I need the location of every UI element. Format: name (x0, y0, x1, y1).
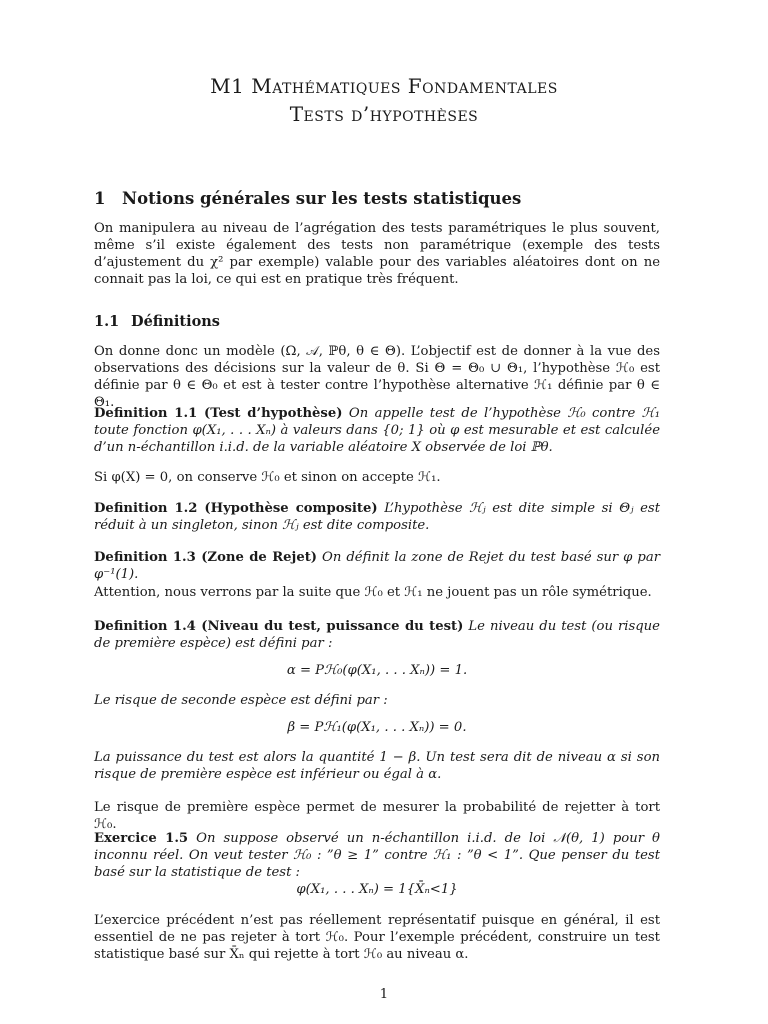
definition-1-1 (94, 405, 660, 456)
definition-label: Definition 1.2 (Hypothèse composite) (94, 501, 378, 516)
definition-1-4 (94, 618, 660, 652)
definition-text: L’hypothèse ℋⱼ est dite simple si Θⱼ est réduit à un singleton, sinon ℋⱼ est dite composite. (94, 501, 660, 533)
closing-paragraph: L’exercice précédent n’est pas réellement représentatif puisque en général, il est essentiel de ne pas rejeter à tort ℋ₀. Pour l’exemple précédent, construire un test statistique basé sur X̄ₙ qui rejette à tort ℋ₀ au niveau α. (94, 913, 660, 962)
document-title-line2: Tests d’hypothèses (289, 102, 479, 126)
power-text: La puissance du test est alors la quantité 1 − β. Un test sera dit de niveau α si son risque de première espèce est inférieur ou égal à α. (94, 750, 660, 782)
page-number: 1 (379, 987, 389, 1002)
section-title: Notions générales sur les tests statistiques (122, 189, 522, 208)
definition-text: Le niveau du test (ou risque de première espèce) est défini par : (94, 619, 660, 651)
definition-label: Definition 1.3 (Zone de Rejet) (94, 550, 318, 565)
attention-paragraph: Attention, nous verrons par la suite que ℋ₀ et ℋ₁ ne jouent pas un rôle symétrique. (94, 585, 652, 600)
definition-text: On définit la zone de Rejet du test basé sur φ par φ⁻¹(1). (94, 550, 660, 582)
section-number: 1 (94, 189, 106, 208)
intro-paragraph: On manipulera au niveau de l’agrégation des tests paramétriques le plus souvent, même s’il existe également des tests non paramétrique (exemple des tests d’ajustement du χ² par exemple) valable pour des variables aléatoires dont on ne connait pas la loi, ce qui est en pratique très fréquent. (94, 221, 660, 287)
model-paragraph: On donne donc un modèle (Ω, 𝒜, ℙθ, θ ∈ Θ). L’objectif est de donner à la vue des observations des décisions sur la valeur de θ. Si Θ = Θ₀ ∪ Θ₁, l’hypothèse ℋ₀ est définie par θ ∈ Θ₀ et est à tester contre l’hypothèse alternative ℋ₁ définie par θ ∈ Θ₁. (94, 344, 660, 410)
risk-paragraph: Le risque de première espèce permet de mesurer la probabilité de rejetter à tort ℋ₀. (94, 800, 660, 832)
equation-test-statistic: φ(X₁, . . . Xₙ) = 1{X̄ₙ<1} (296, 882, 458, 897)
document-title-line1: M1 Mathématiques Fondamentales (210, 74, 558, 98)
subsection-heading (94, 313, 220, 330)
exercise-text: On suppose observé un n-échantillon i.i.d. de loi 𝒩(θ, 1) pour θ inconnu réel. On veut tester ℋ₀ : ”θ ≥ 1” contre ℋ₁ : ”θ < 1”. Que penser du test basé sur la statistique de test : (94, 831, 660, 880)
equation-beta: β = Pℋ₁(φ(X₁, . . . Xₙ)) = 0. (287, 720, 467, 735)
definition-label: Definition 1.1 (Test d’hypothèse) (94, 406, 343, 421)
section-heading (94, 190, 521, 207)
equation-alpha: α = Pℋ₀(φ(X₁, . . . Xₙ)) = 1. (286, 663, 468, 678)
definition-1-2 (94, 500, 660, 534)
phi-paragraph: Si φ(X) = 0, on conserve ℋ₀ et sinon on accepte ℋ₁. (94, 470, 441, 485)
definition-label: Definition 1.4 (Niveau du test, puissance du test) (94, 619, 464, 634)
subsection-number: 1.1 (94, 313, 120, 330)
subsection-title: Définitions (131, 313, 220, 330)
exercise-label: Exercice 1.5 (94, 831, 189, 846)
exercise-1-5 (94, 830, 660, 881)
definition-1-3 (94, 549, 660, 583)
definition-text: On appelle test de l’hypothèse ℋ₀ contre ℋ₁ toute fonction φ(X₁, . . . Xₙ) à valeurs dans {0; 1} où φ est mesurable et est calculée d’un n-échantillon i.i.d. de la variable aléatoire X observée de loi ℙθ. (94, 406, 660, 455)
second-risk-text: Le risque de seconde espèce est défini par : (94, 693, 388, 708)
